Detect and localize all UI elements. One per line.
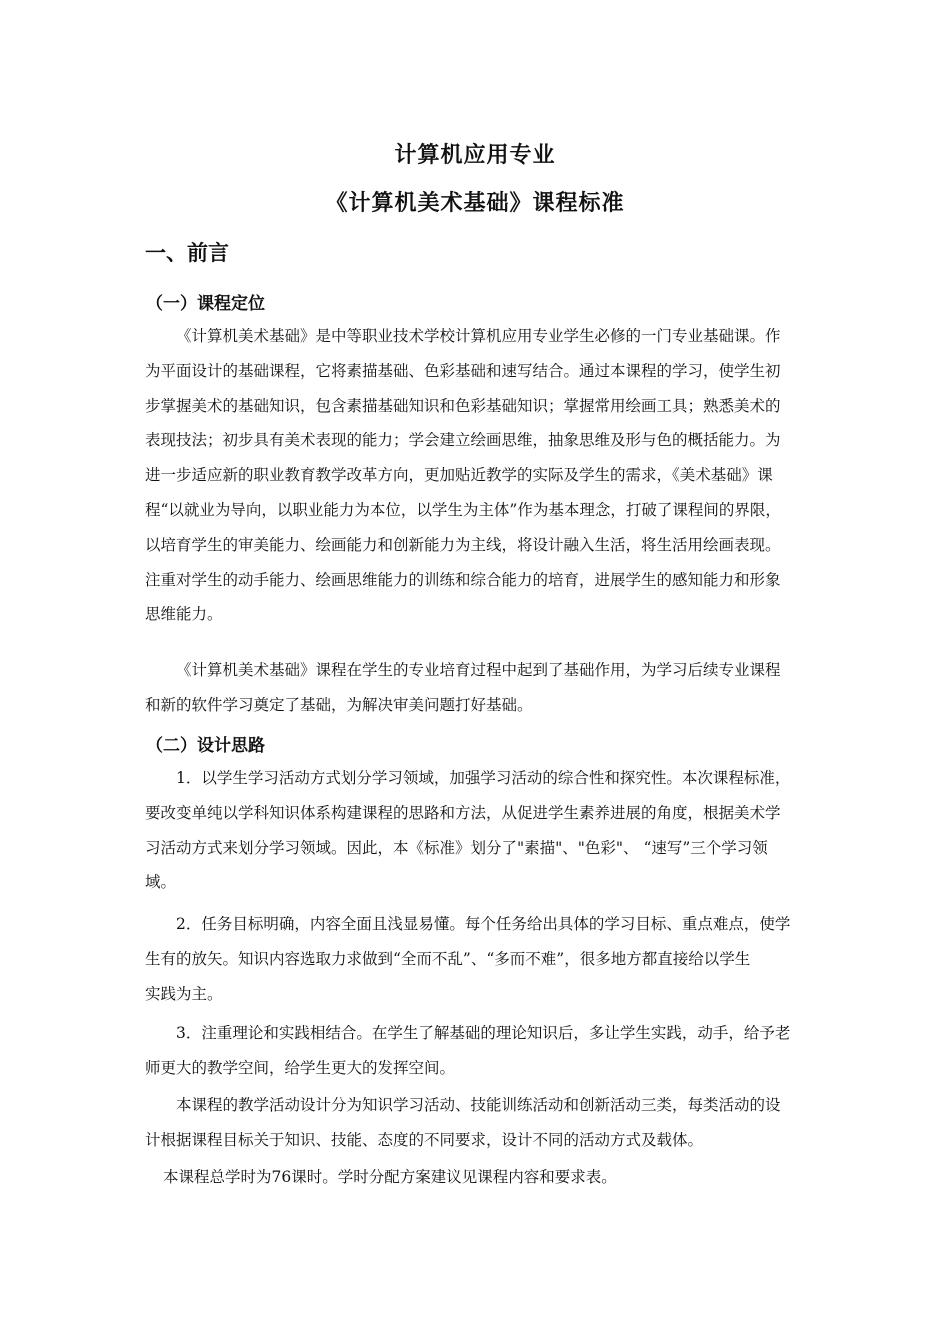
document-title-major: 计算机应用专业 [394,143,556,168]
paragraph-course-role [145,653,805,723]
text-line: 步掌握美术的基础知识，包含素描基础知识和色彩基础知识；掌握常用绘画工具；熟悉美术的 [145,396,781,415]
text-line: 表现技法；初步具有美术表现的能力；学会建立绘画思维，抽象思维及形与色的概括能力。为 [145,431,781,450]
text-line: 思维能力。 [145,605,223,624]
text-line: 习活动方式来划分学习领域。因此，本《标准》划分了"素描"、"色彩"、 “速写”三个学习领 [145,838,768,857]
list-item-design-1 [145,761,805,900]
text-line: 3．注重理论和实践相结合。在学生了解基础的理论知识后，多让学生实践，动手，给予老 [176,1024,791,1042]
text-line: 本课程总学时为76课时。学时分配方案建议见课程内容和要求表。 [163,1168,617,1186]
text-line: 《计算机美术基础》是中等职业技术学校计算机应用专业学生必修的一门专业基础课。作 [176,327,781,345]
text-line: 要改变单纯以学科知识体系构建课程的思路和方法，从促进学生素养进展的角度，根据美术学 [145,803,781,822]
text-line: 和新的软件学习奠定了基础，为解决审美问题打好基础。 [145,695,533,714]
text-line: 生有的放矢。知识内容选取力求做到“全而不乱”、“多而不难”，很多地方都直接给以学生 [145,949,751,968]
list-item-design-3 [145,1016,805,1086]
paragraph-activity-design [145,1088,805,1158]
paragraph-course-position [145,319,805,632]
text-line: 进一步适应新的职业教育教学改革方向，更加贴近教学的实际及学生的需求，《美术基础》课 [145,466,773,485]
text-line: 本课程的教学活动设计分为知识学习活动、技能训练活动和创新活动三类，每类活动的设 [176,1096,781,1114]
subsection-heading-design-ideas: （二）设计思路 [146,736,265,756]
text-line: 2．任务目标明确，内容全面且浅显易懂。每个任务给出具体的学习目标、重点难点，使学 [176,915,791,933]
text-line: 1．以学生学习活动方式划分学习领域，加强学习活动的综合性和探究性。本次课程标准， [176,769,791,787]
text-line: 以培育学生的审美能力、绘画能力和创新能力为主线，将设计融入生活，将生活用绘画表现。 [145,535,781,554]
text-line: 域。 [145,873,177,892]
text-line: 注重对学生的动手能力、绘画思维能力的训练和综合能力的培育，进展学生的感知能力和形象 [145,570,781,589]
list-item-design-2 [145,907,805,1011]
section-heading-preface: 一、前言 [145,241,229,265]
text-line: 实践为主。 [145,984,223,1003]
text-line: 为平面设计的基础课程，它将素描基础、色彩基础和速写结合。通过本课程的学习，使学生初 [145,361,781,380]
paragraph-total-hours [145,1160,805,1195]
text-line: 《计算机美术基础》课程在学生的专业培育过程中起到了基础作用，为学习后续专业课程 [176,661,781,679]
text-line: 程“以就业为导向，以职业能力为本位，以学生为主体”作为基本理念，打破了课程间的界限， [145,500,781,519]
text-line: 计根据课程目标关于知识、技能、态度的不同要求，设计不同的活动方式及载体。 [145,1130,704,1149]
document-title-course: 《计算机美术基础》课程标准 [325,191,625,216]
subsection-heading-course-position: （一）课程定位 [146,294,265,314]
text-line: 师更大的教学空间，给学生更大的发挥空间。 [145,1058,456,1077]
